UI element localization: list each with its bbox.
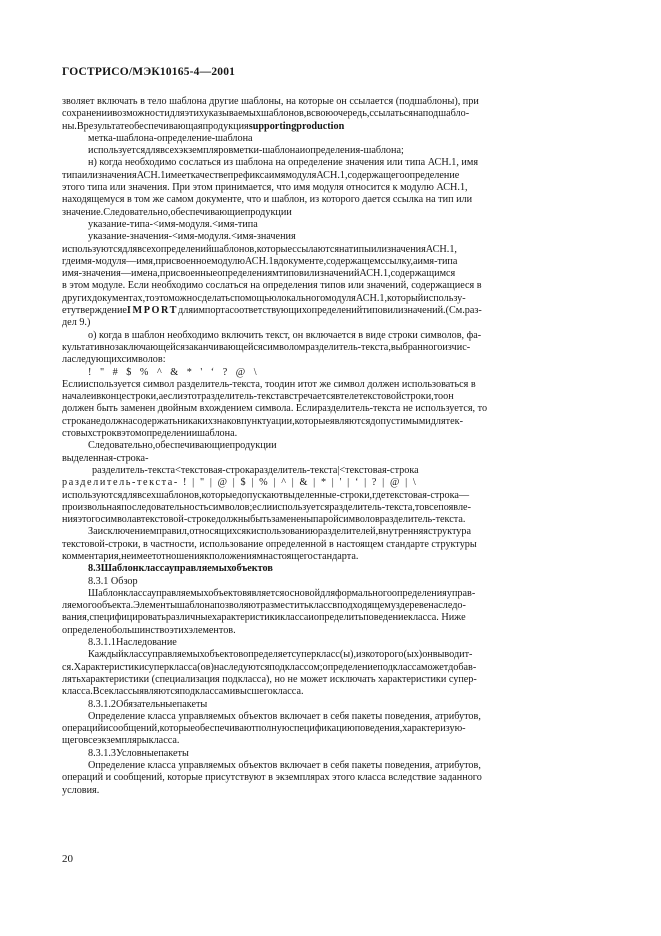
text-line: Следовательно,обеспечивающиепродукции [88, 440, 277, 452]
page-number: 20 [62, 853, 73, 865]
text-line: культативнозаключающейсязаканчивающейсясимволомразделитель-текста,выбранногоизчис- [62, 341, 471, 353]
text-line: Определение класса управляемых объектов включает в себя пакеты поведения, атрибутов, [88, 710, 481, 722]
text-line: Заисключениемправил,относящихсякиспользованиюразделителей,внутренняяструктура [88, 526, 471, 538]
production-line: разделитель-текста<текстовая-строкаразделитель-текста|<текстовая-строка [92, 464, 419, 476]
production-line: указание-значения-<имя-модуля.<имя-значения [88, 231, 296, 243]
text-fragment: ны.Врезультатеобеспечивающаяпродукция [62, 120, 249, 132]
text-line: используютсядлявсехопределенийшаблонов,которыессылаютсянатипыилизначенияАСН.1, [62, 243, 457, 255]
subsection-heading: 8.3.1.3Условныепакеты [88, 747, 189, 759]
symbol-list: ! " # $ % ^ & * ' ‘ ? @ \ [88, 366, 257, 378]
text-line: используютсядлявсехшаблонов,которыедопускаютвыделенные-строки,гдетекстовая-строка— [62, 489, 470, 501]
text-line: другихдокументах,тоэтоможносделатьспомощьюлокальногомодуляАСН.1,которыйиспользу- [62, 292, 466, 304]
production-line: разделитель-текста- ! | " | @ | $ | % | ^ | & | * | ' | ‘ | ? | @ | \ [62, 477, 418, 489]
text-line: операцийисообщений,которыеобеспечиваютполнуюспецификациюповедения,характеризую- [62, 723, 466, 735]
text-line: находящемуся в том же самом документе, что и шаблон, из которого дается ссылка на тип или [62, 194, 473, 206]
list-item: н) когда необходимо сослаться из шаблона на определение значения или типа АСН.1, имя [88, 157, 479, 169]
production-line: метка-шаблона-определение-шаблона [88, 132, 253, 144]
text-line [62, 121, 598, 133]
production-line: выделенная-строка- [62, 452, 149, 464]
text-line: текстовой-строки, в частности, использование определенной в настоящем стандарте структуры [62, 538, 477, 550]
text-line: гдеимя-модуля—имя,присвоенноемодулюАСН.1вдокументе,содержащемссылку,аимя-типа [62, 255, 458, 267]
text-fragment: дляимпортасоответствующихопределенийтиповилизначений.(См.раз- [178, 305, 482, 317]
text-line: комментария,неимеетотношениякположениямнастоящегостандарта. [62, 550, 359, 562]
text-line: типаилизначенияАСН.1имееткачествепрефиксаимямодуляАСН.1,содержащегоопределение [62, 169, 460, 181]
text-line: операций и сообщений, которые присутствуют в экземплярах этого класса вследствие заданного [62, 772, 482, 784]
text-line: значение.Следовательно,обеспечивающиепродукции [62, 206, 292, 218]
text-line: ся.Характеристикисуперкласса(ов)наследуютсяподклассом;определениеподклассаможетдобав- [62, 661, 477, 673]
text-line: условия. [62, 784, 100, 796]
text-line: Каждыйклассуправляемыхобъектовопределяетсуперкласс(ы),изкоторого(ых)онвыводит- [88, 649, 473, 661]
text-line: зволяет включать в тело шаблона другие шаблоны, на которые он ссылается (подшаблоны), при [62, 96, 479, 107]
text-line: определенобольшинствоэтихэлементов. [62, 624, 236, 636]
text-line: должен быть заменен двойным вхождением символа. Еслиразделитель-текста не используется, то [62, 403, 488, 415]
text-line: дел 9.) [62, 317, 91, 329]
text-line: началеивконцестроки,аеслиэтотразделитель-текставстречаетсявтелетекстовойстроки,тоон [62, 391, 454, 403]
text-line: нияэтогосимволавтекстовой-строкедолжныбытьзамененыпаройсимволовразделитель-текста. [62, 514, 466, 526]
document-header: ГОСТРИСО/МЭК10165-4—2001 [62, 66, 236, 78]
bold-term: IMPORT [126, 305, 179, 317]
text-line: стовыхстроквэтомопределениишаблона. [62, 428, 238, 440]
bold-term: supportingproduction [248, 120, 345, 132]
text-line: Еслииспользуется символ разделитель-текста, тоодин итот же символ должен использоваться в [62, 378, 476, 390]
subsection-heading: 8.3.1 Обзор [88, 575, 138, 587]
subsection-heading: 8.3.1.2Обязательныепакеты [88, 698, 208, 710]
text-line: используетсядлявсехэкземпляровметки-шаблонаиопределения-шаблона; [88, 145, 404, 157]
list-item: о) когда в шаблон необходимо включить текст, он включается в виде строки символов, фа- [88, 329, 482, 341]
text-line: лятьхарактеристики (специализация подкласса), но не может исключать характеристики супер- [62, 673, 477, 685]
section-heading: 8.3Шаблонклассауправляемыхобъектов [88, 563, 273, 575]
production-line: указание-типа-<имя-модуля.<имя-типа [88, 218, 258, 230]
text-line: Шаблонклассауправляемыхобъектовявляетсяосновойдляформальногоопределенияуправ- [88, 587, 476, 599]
text-line: ляемогообъекта.Элементышаблонапозволяютразместитьклассвподходящемуздеревенаследо- [62, 600, 466, 612]
text-line: Определение класса управляемых объектов включает в себя пакеты поведения, атрибутов, [88, 760, 481, 772]
text-line: строканедолжнасодержатьникакихзнаковпунктуации,которыеявляютсядопустимымидлятек- [62, 415, 463, 427]
text-fragment: етутверждение [62, 305, 127, 317]
text-line [62, 305, 598, 317]
text-line: в этом модуле. Если необходимо сослаться на определения типов или значений, содержащиеся в [62, 280, 482, 292]
text-line: класса.Всеклассыявляютсяподклассамивысшегокласса. [62, 686, 304, 698]
document-body [62, 96, 598, 797]
text-line: сохранениивозможностидляэтихуказываемыхшаблонов,всвоюочередь,ссылатьсянаподшабло- [62, 108, 470, 120]
text-line: имя-значения—имена,присвоенныеопределениямтиповилизначенийАСН.1,содержащимся [62, 268, 456, 280]
text-line: ласледующихсимволов: [62, 354, 166, 366]
text-line: вания,специфицироватьразличныехарактеристикиклассаиопределитьповедениекласса. Ниже [62, 612, 466, 624]
text-line: щеговсеэкземплярыкласса. [62, 735, 180, 747]
text-line: произвольнаяпоследовательностьсимволов;еслииспользуетсяразделитель-текста,товсепоявле- [62, 501, 471, 513]
text-line: этого типа или значения. При этом принимается, что имя модуля относится к модулю АСН.1, [62, 182, 468, 194]
subsection-heading: 8.3.1.1Наследование [88, 637, 177, 649]
